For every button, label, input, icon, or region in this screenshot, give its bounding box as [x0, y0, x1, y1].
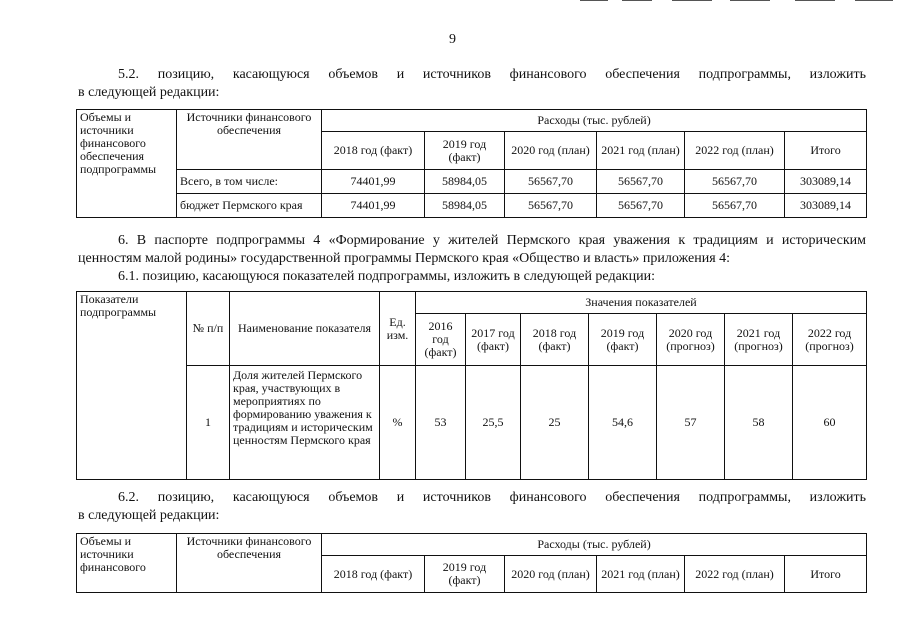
table2-values-header: Значения показателей: [416, 292, 867, 314]
table1-year-header: 2020 год (план): [505, 132, 597, 170]
table2-cell: 58: [725, 366, 793, 480]
section-6-line2: ценностям малой родины» государственной программы Пермского края «Общество и власть» приложения 4:: [78, 251, 731, 266]
table3-year-header: 2018 год (факт): [322, 556, 425, 593]
table2-year-header: 2021 год (прогноз): [725, 314, 793, 366]
table1-expenses-header: Расходы (тыс. рублей): [322, 110, 867, 132]
table3-row-header: Объемы и источники финансового: [77, 534, 177, 593]
table2-year-header: 2016 год (факт): [416, 314, 466, 366]
section-5-2-paragraph: [78, 66, 866, 102]
table3-year-header: 2021 год (план): [597, 556, 685, 593]
table1-cell: 58984,05: [425, 170, 505, 194]
table1-year-header: 2021 год (план): [597, 132, 685, 170]
table2-year-header: 2019 год (факт): [589, 314, 657, 366]
table1-cell: 74401,99: [322, 170, 425, 194]
table3-year-header: 2020 год (план): [505, 556, 597, 593]
table3-sources-header: Источники финансового обеспечения: [177, 534, 322, 593]
table2-year-header: 2020 год (прогноз): [657, 314, 725, 366]
table-financing-1: [76, 109, 867, 218]
table2-unit-header: Ед. изм.: [380, 292, 416, 366]
table1-cell: 56567,70: [685, 170, 785, 194]
top-scan-marks: [580, 0, 900, 3]
table2-row-unit: %: [380, 366, 416, 480]
table1-row-label: Всего, в том числе:: [177, 170, 322, 194]
table2-cell: 54,6: [589, 366, 657, 480]
table1-cell: 56567,70: [685, 194, 785, 218]
section-6-2-line1: 6.2. позицию, касающуюся объемов и источников финансового обеспечения подпрограммы, изложить: [118, 490, 866, 505]
table2-row-num: 1: [187, 366, 230, 480]
table1-year-header: 2019 год (факт): [425, 132, 505, 170]
table1-cell: 56567,70: [597, 194, 685, 218]
section-6-2-paragraph: [78, 489, 866, 525]
table1-cell: 56567,70: [505, 194, 597, 218]
table2-cell: 57: [657, 366, 725, 480]
table1-cell: 303089,14: [785, 170, 867, 194]
table-row: [77, 194, 867, 218]
section-6-2-line2: в следующей редакции:: [78, 508, 220, 523]
section-6-paragraph: [78, 232, 866, 286]
section-6-1-line: 6.1. позицию, касающуюся показателей подпрограммы, изложить в следующей редакции:: [118, 269, 655, 284]
table1-cell: 58984,05: [425, 194, 505, 218]
table2-row-header: Показатели подпрограммы: [77, 292, 187, 480]
table1-cell: 74401,99: [322, 194, 425, 218]
table1-year-header: 2022 год (план): [685, 132, 785, 170]
table2-cell: 53: [416, 366, 466, 480]
table1-cell: 56567,70: [597, 170, 685, 194]
table1-total-header: Итого: [785, 132, 867, 170]
section-6-line1: 6. В паспорте подпрограммы 4 «Формирование у жителей Пермского края уважения к традициям и историческим: [118, 233, 866, 248]
section-5-2-line2: в следующей редакции:: [78, 85, 220, 100]
table1-year-header: 2018 год (факт): [322, 132, 425, 170]
table3-expenses-header: Расходы (тыс. рублей): [322, 534, 867, 556]
table3-year-header: 2022 год (план): [685, 556, 785, 593]
table3-year-header: 2019 год (факт): [425, 556, 505, 593]
table1-row-label: бюджет Пермского края: [177, 194, 322, 218]
table-financing-2: [76, 533, 867, 593]
table2-cell: 25,5: [466, 366, 521, 480]
table2-name-header: Наименование показателя: [230, 292, 380, 366]
table-row: [77, 366, 867, 480]
table1-cell: 56567,70: [505, 170, 597, 194]
table-indicators: [76, 291, 867, 480]
table2-year-header: 2022 год (прогноз): [793, 314, 867, 366]
table2-num-header: № п/п: [187, 292, 230, 366]
page-number: 9: [449, 32, 456, 47]
table1-row-header: Объемы и источники финансового обеспечения подпрограммы: [77, 110, 177, 218]
table1-cell: 303089,14: [785, 194, 867, 218]
section-5-2-line1: 5.2. позицию, касающуюся объемов и источников финансового обеспечения подпрограммы, изложить: [118, 67, 866, 82]
table2-year-header: 2017 год (факт): [466, 314, 521, 366]
table1-sources-header: Источники финансового обеспечения: [177, 110, 322, 170]
table2-row-name: Доля жителей Пермского края, участвующих в мероприятиях по формированию уважения к традициям и историческим ценностям Пермского края: [230, 366, 380, 480]
table2-cell: 25: [521, 366, 589, 480]
table-row: [77, 170, 867, 194]
table2-year-header: 2018 год (факт): [521, 314, 589, 366]
table3-total-header: Итого: [785, 556, 867, 593]
table2-cell: 60: [793, 366, 867, 480]
